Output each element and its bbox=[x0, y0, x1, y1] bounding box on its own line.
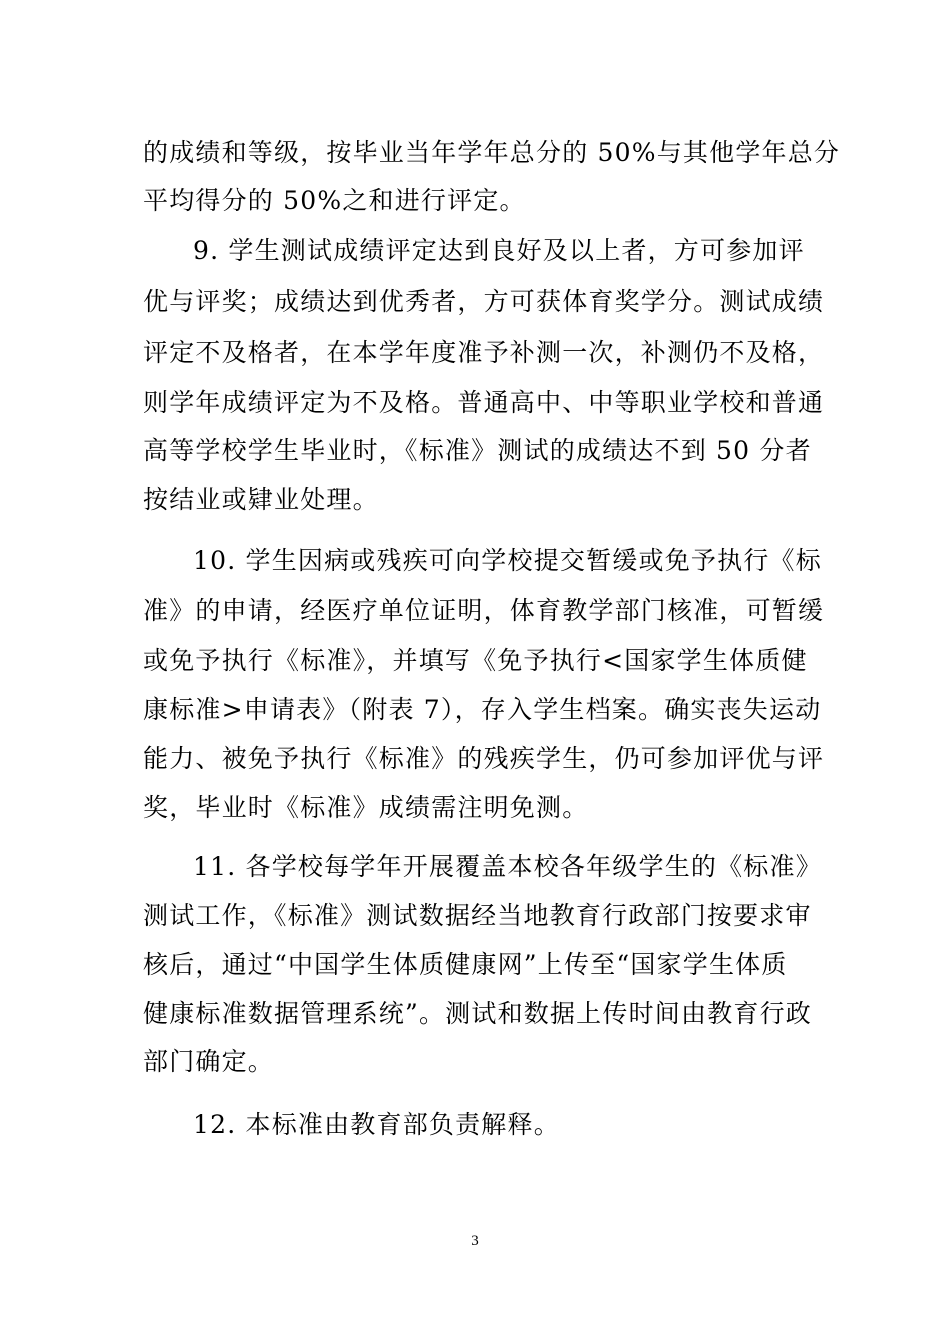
paragraph-line: 10. 学生因病或残疾可向学校提交暂缓或免予执行《标 bbox=[193, 546, 822, 575]
paragraph-line: 准》的申请，经医疗单位证明，体育教学部门核准，可暂缓 bbox=[143, 596, 825, 625]
paragraph-line: 测试工作，《标准》测试数据经当地教育行政部门按要求审 bbox=[143, 901, 812, 930]
paragraph-line: 优与评奖；成绩达到优秀者，方可获体育奖学分。测试成绩 bbox=[143, 287, 825, 316]
page-number: 3 bbox=[471, 1233, 479, 1249]
paragraph-line: 康标准>申请表》（附表 7），存入学生档案。确实丧失运动 bbox=[143, 695, 822, 724]
paragraph-line: 11. 各学校每学年开展覆盖本校各年级学生的《标准》 bbox=[193, 852, 822, 881]
paragraph-line: 部门确定。 bbox=[143, 1047, 275, 1076]
paragraph-line: 核后，通过“中国学生体质健康网”上传至“国家学生体质 bbox=[143, 950, 788, 979]
paragraph-line: 则学年成绩评定为不及格。普通高中、中等职业学校和普通 bbox=[143, 388, 825, 417]
paragraph-line: 能力、被免予执行《标准》的残疾学生，仍可参加评优与评 bbox=[143, 744, 825, 773]
paragraph-line: 评定不及格者，在本学年度准予补测一次，补测仍不及格， bbox=[143, 338, 825, 367]
paragraph-line: 健康标准数据管理系统”。测试和数据上传时间由教育行政 bbox=[143, 999, 812, 1028]
paragraph-line: 奖，毕业时《标准》成绩需注明免测。 bbox=[143, 793, 589, 822]
paragraph-line: 高等学校学生毕业时，《标准》测试的成绩达不到 50 分者 bbox=[143, 436, 812, 465]
paragraph-line: 12. 本标准由教育部负责解释。 bbox=[193, 1110, 560, 1139]
paragraph-line: 的成绩和等级，按毕业当年学年总分的 50%与其他学年总分 bbox=[143, 138, 841, 167]
paragraph-line: 9. 学生测试成绩评定达到良好及以上者，方可参加评 bbox=[193, 236, 805, 265]
paragraph-line: 或免予执行《标准》，并填写《免予执行<国家学生体质健 bbox=[143, 646, 808, 675]
paragraph-line: 按结业或肄业处理。 bbox=[143, 485, 379, 514]
paragraph-line: 平均得分的 50%之和进行评定。 bbox=[143, 186, 526, 215]
